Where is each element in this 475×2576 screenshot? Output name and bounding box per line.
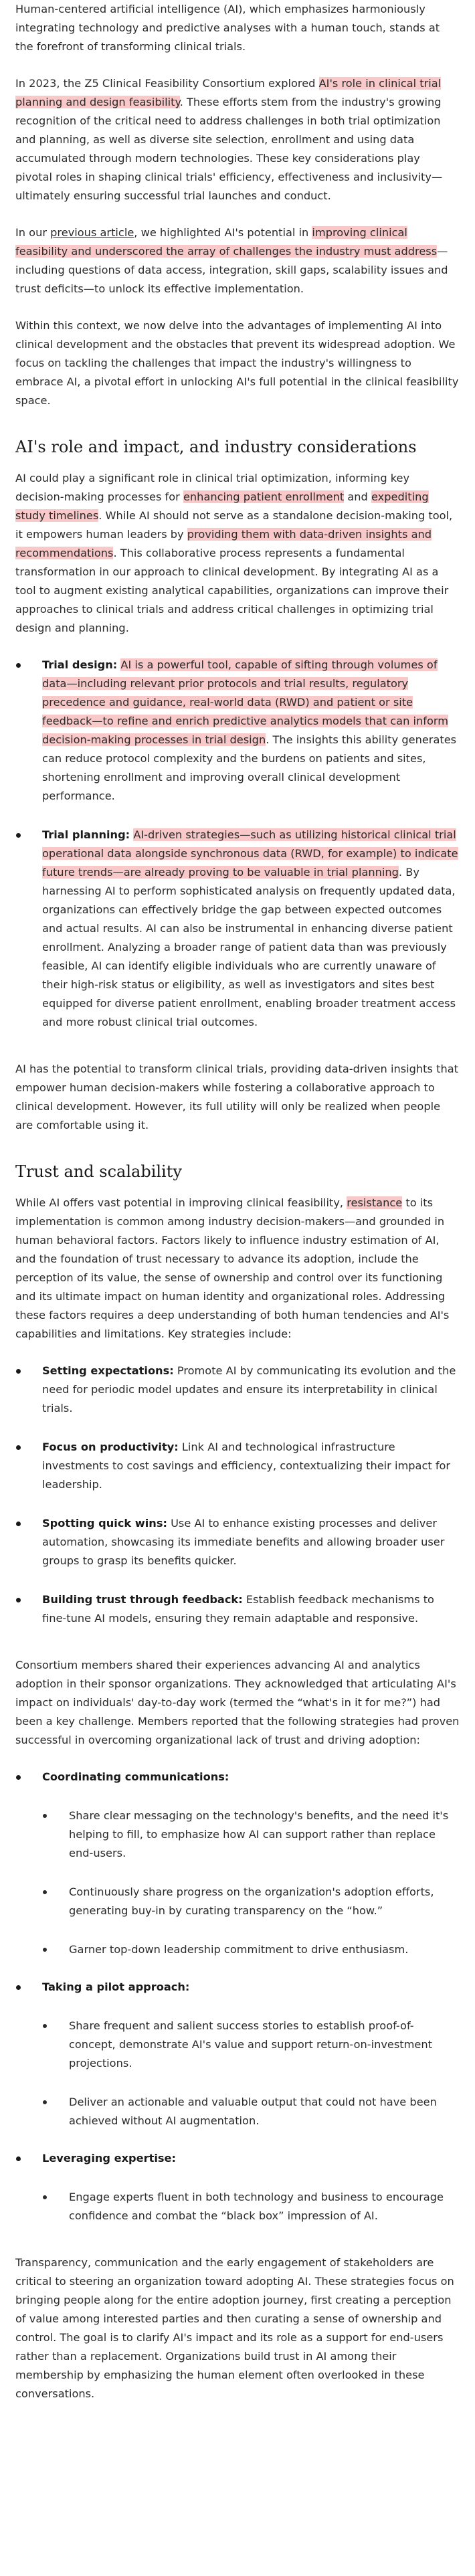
group-leveraging-expertise [15, 2149, 460, 2225]
text-segment: , we highlighted AI's potential in [134, 226, 312, 239]
trust-paragraph-3: Transparency, communication and the early engagement of stakeholders are critical to steering an organization toward adopting AI. These strategies focus on bringing people along for the entire adoption journey, first creating a perception of value among interested parties and then curating a sense of ownership and control. The goal is to clarify AI's impact and its role as a support for end-users rather than a replacement. Organizations build trust in AI among their membership by emphasizing the human element often overlooked in these conversations. [15, 2256, 454, 2400]
highlighted-text: resistance [347, 1196, 403, 1209]
bullet-label: Trial planning: [42, 828, 130, 841]
sub-list [42, 1807, 460, 1959]
text-segment: In 2023, the Z5 Clinical Feasibility Consortium explored [15, 77, 319, 90]
text-segment: . By harnessing AI to perform sophisticated analysis on frequently updated data, organizations can effectively bridge the gap between expected outcomes and actual results. AI can also be instrumental in enhancing diverse patient enrollment. Analyzing a broader range of patient data than was previously feasible, AI can identify eligible individuals who are currently unaware of their high-risk status or eligibility, as well as investigators and sites best equipped for diverse patient enrollment, enabling broader treatment access and more robust clinical trial outcomes. [42, 866, 456, 1028]
role-impact-bullet-list [15, 656, 460, 1032]
text-segment: . While AI should not serve as a standalone decision-making tool, it empowers human leaders by [15, 509, 453, 541]
sub-item: Garner top-down leadership commitment to drive enthusiasm. [42, 1940, 460, 1959]
inline-link[interactable]: previous article [50, 226, 134, 239]
bullet-trial-design [15, 656, 460, 806]
highlighted-text: AI-driven strategies—such as utilizing historical clinical trial operational data alongside synchronous data (RWD, for example) to indicate future trends—are already proving to be valuable in trial planning [42, 828, 458, 879]
strategy-label: Focus on productivity: [42, 1441, 179, 1453]
intro-paragraph-3 [15, 223, 460, 298]
highlighted-text: expediting study timelines [15, 490, 429, 522]
sub-item: Engage experts fluent in both technology and business to encourage confidence and combat the “black box” impression of AI. [42, 2188, 460, 2225]
strategy-item [15, 1514, 460, 1570]
group-label: Taking a pilot approach: [42, 1981, 190, 1993]
text-segment: —including questions of data access, integration, skill gaps, scalability issues and trust deficits—to unlock its effective implementation. [15, 245, 448, 295]
text-segment: AI could play a significant role in clinical trial optimization, informing key decision-making processes for [15, 472, 410, 503]
sub-item: Share clear messaging on the technology's benefits, and the need it's helping to fill, to emphasize how AI can support rather than replace end-users. [42, 1807, 460, 1863]
highlighted-text: improving clinical feasibility and underscored the array of challenges the industry must address [15, 226, 438, 258]
strategy-text: Link AI and technological infrastructure investments to cost savings and efficiency, contextualizing their impact for leadership. [42, 1441, 451, 1491]
strategy-label: Building trust through feedback: [42, 1593, 243, 1606]
section-heading-role-impact: AI's role and impact, and industry considerations [15, 438, 417, 456]
bullet-text [42, 658, 456, 802]
role-impact-paragraph-1 [15, 469, 460, 638]
highlighted-text: AI's role in clinical trial planning and design feasibility [15, 77, 442, 108]
bullet-text [42, 828, 458, 1028]
intro-paragraph-4: Within this context, we now delve into the advantages of implementing AI into clinical development and the obstacles that prevent its widespread adoption. We focus on tackling the challenges that impact the industry's willingness to embrace AI, a pivotal effort in unlocking AI's full potential in the clinical feasibility space. [15, 319, 459, 407]
group-pilot-approach [15, 1978, 460, 2130]
group-label: Coordinating communications: [42, 1770, 229, 1783]
text-segment: . This collaborative process represents a fundamental transformation in our approach to clinical development. By integrating AI as a tool to augment existing analytical capabilities, organizations can improve their approaches to clinical trials and address critical challenges in optimizing trial design and planning. [15, 547, 449, 634]
strategy-item [15, 1438, 460, 1494]
bullet-label: Trial design: [42, 658, 118, 671]
group-label: Leveraging expertise: [42, 2152, 176, 2165]
text-segment: to its implementation is common among industry decision-makers—and grounded in human behavioral factors. Factors likely to influence industry estimation of AI, and the foundation of trust necessary to advance its adoption, include the perception of its value, the sense of ownership and control over its functioning and its ultimate impact on human identity and organizational roles. Addressing these factors requires a deep understanding of both human tendencies and AI's capabilities and limitations. Key strategies include: [15, 1196, 450, 1340]
bullet-trial-planning [15, 826, 460, 1032]
trust-paragraph-2: Consortium members shared their experiences advancing AI and analytics adoption in their sponsor organizations. They acknowledged that articulating AI's impact on individuals' day-to-day work (termed the “what's in it for me?”) had been a key challenge. Members reported that the following strategies had proven successful in overcoming organizational lack of trust and driving adoption: [15, 1659, 460, 1746]
strategy-label: Spotting quick wins: [42, 1517, 167, 1530]
section-heading-trust-scalability: Trust and scalability [15, 1162, 182, 1181]
text-segment: While AI offers vast potential in improving clinical feasibility, [15, 1196, 347, 1209]
sub-item: Share frequent and salient success stories to establish proof-of-concept, demonstrate AI's value and support return-on-investment projections. [42, 2017, 460, 2073]
strategy-label: Setting expectations: [42, 1364, 174, 1377]
text-segment: and [344, 490, 371, 503]
sub-list [42, 2188, 460, 2225]
key-strategies-list [15, 1362, 460, 1628]
sub-item: Deliver an actionable and valuable output that could not have been achieved without AI augmentation. [42, 2093, 460, 2130]
text-segment: In our [15, 226, 51, 239]
strategy-text: Use AI to enhance existing processes and deliver automation, showcasing its immediate benefits and allowing broader user groups to grasp its benefits quicker. [42, 1517, 445, 1567]
highlighted-text: AI is a powerful tool, capable of sifting through volumes of data—including relevant prior protocols and trial results, regulatory precedence and guidance, real-world data (RWD) and patient or site feedback—to refine and enrich predictive analytics models that can inform decision-making processes in trial design [42, 658, 448, 746]
group-coordinating-communications [15, 1768, 460, 1959]
strategy-item [15, 1590, 460, 1628]
sub-list [42, 2017, 460, 2130]
intro-paragraph-1: Human-centered artificial intelligence (AI), which emphasizes harmoniously integrating technology and predictive analyses with a human touch, stands at the forefront of transforming clinical trials. [15, 3, 440, 53]
highlighted-text: providing them with data-driven insights and recommendations [15, 528, 432, 559]
intro-paragraph-2 [15, 74, 460, 205]
text-segment: . These efforts stem from the industry's growing recognition of the critical need to address challenges in both trial optimization and planning, as well as diverse site selection, enrollment and using data accumulated through modern technologies. These key considerations play pivotal roles in shaping clinical trials' efficiency, effectiveness and inclusivity—ultimately ensuring successful trial launches and conduct. [15, 96, 443, 202]
adoption-strategies-list [15, 1768, 460, 2225]
role-impact-paragraph-2: AI has the potential to transform clinical trials, providing data-driven insights that empower human decision-makers while fostering a collaborative approach to clinical development. However, its full utility will only be realized when people are comfortable using it. [15, 1063, 458, 1131]
strategy-text: Establish feedback mechanisms to fine-tune AI models, ensuring they remain adaptable and responsive. [42, 1593, 434, 1625]
sub-item: Continuously share progress on the organization's adoption efforts, generating buy-in by curating transparency on the “how.” [42, 1883, 460, 1920]
trust-paragraph-1 [15, 1194, 460, 1344]
strategy-text: Promote AI by communicating its evolution and the need for periodic model updates and ensure its interpretability in clinical trials. [42, 1364, 456, 1414]
strategy-item [15, 1362, 460, 1418]
text-segment: . The insights this ability generates can reduce protocol complexity and the burdens on patients and sites, shortening enrollment and improving overall clinical development performance. [42, 733, 457, 802]
highlighted-text: enhancing patient enrollment [183, 490, 345, 503]
